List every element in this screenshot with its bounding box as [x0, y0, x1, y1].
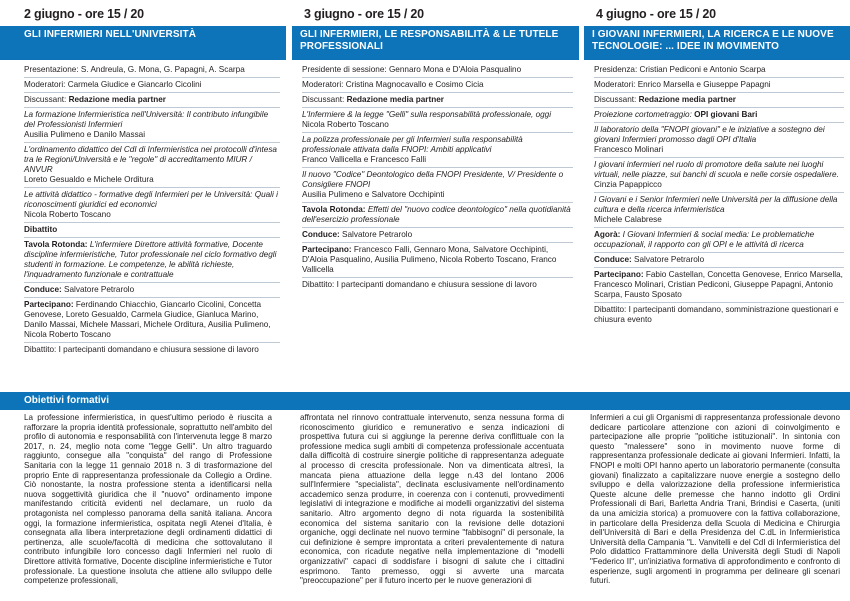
row-text: Dibattito: I partecipanti domandano e chiusura sessione di lavoro [24, 345, 259, 354]
row-label: Moderatori: [302, 80, 346, 89]
program-row [594, 94, 844, 108]
talk-speakers: Nicola Roberto Toscano [302, 120, 389, 129]
row-text: S. Andreula, G. Mona, G. Papagni, A. Scarpa [80, 65, 245, 74]
day-column-1 [0, 0, 286, 358]
row-label: Partecipano: [24, 300, 76, 309]
talk-title: L'ordinamento didattico del CdI di Infermieristica nei protocolli d'intesa tra le Regioni/Università e le "regole" di accreditamento MIUR / ANVUR [24, 145, 277, 174]
row-label: Tavola Rotonda: [24, 240, 90, 249]
program-row [24, 239, 280, 283]
row-label: Partecipano: [302, 245, 354, 254]
row-text: Redazione media partner [346, 95, 444, 104]
row-label: Dibattito [24, 225, 58, 234]
program-row [24, 94, 280, 108]
objectives-band [0, 392, 850, 410]
row-label: Conduce: [594, 255, 635, 264]
program-row [302, 134, 573, 168]
program-row [594, 304, 844, 327]
objectives-paragraph-2: affrontata nel rinnovo contrattuale intervenuto, senza nessuna forma di riconoscimento giuridico e remunerativo e senza indicazioni di prospettiva futura cui si aggiunge la perenne deriva conflittuale con la professione medica sugli ambiti di competenza professionale accentuata dalla difficoltà di costruire sinergie politiche di rappresentanza adeguate al processo di crescita professionale. Non va dimenticata altresì, la mancata piena attuazione della legge n.43 del lontano 2006 sull'Infermiere "specialista", declinata esclusivamente nell'ordinamento accademico senza produrre, in coerenza con i contenuti, provvedimenti legislativi di integrazione e modifiche ai modelli organizzativi del sistema sanitario. Altro argomento degno di nota riguarda la sostenibilità economica del sistema sanitario con la revisione delle dotazioni organiche, oggi declinate nel nuovo termine "fabbisogni" di personale, la cui definizione è sempre improntata a criteri prevalentemente di natura economica, con ricadute negative nella implementazione di "modelli organizzativi" capaci di soddisfare i bisogni di salute che i cittadini esprimono. Tanto premesso, oggi si avverte una marcata "preoccupazione" per il futuro incerto per le nuove generazioni di [300, 413, 564, 586]
talk-speakers: Francesco Molinari [594, 145, 664, 154]
talk-speakers: Cinzia Papappicco [594, 180, 662, 189]
row-label: Tavola Rotonda: [302, 205, 368, 214]
talk-title: Proiezione cortometraggio: [594, 110, 695, 119]
row-text: Gennaro Mona e D'Aloia Pasqualino [388, 65, 522, 74]
day-heading: 4 giugno - ore 15 / 20 [596, 7, 716, 21]
program-row [24, 284, 280, 298]
row-text: Francesco Falli, Gennaro Mona, Salvatore Occhipinti, D'Aloia Pasqualino, Ausilia Pulimeno, Nicola Roberto Toscano, Franco Vallicella [302, 245, 557, 274]
row-text: Redazione media partner [68, 95, 166, 104]
objectives-paragraph-1: La professione infermieristica, in quest'ultimo periodo è riuscita a rafforzare la propria identità professionale, soprattutto nell'ambito del profilo di autonomia e responsabilità con l'intervenuta legge 8 marzo 2017, n. 24, meglio nota come "legge Gelli". Un altro traguardo raggiunto, consegue alla "conquista" del rango di Professione Sanitaria con la legge 11 gennaio 2018 n. 3 di trasformazione del proprio Ente di rappresentanza professionale da Collegio a Ordine. Ciò nonostante, la nostra professione stenta a identificarsi nella nuova soggettività giuridica che il "nuovo" ordinamento impone manifestando criticità evidenti nel declamare, un ruolo da protagonista nel complesso panorama della sanità italiana. Ancora oggi, la formazione infermieristica, ospitata negli Atenei d'Italia, è consegnata alla libera interpretazione degli ordinamenti didattici di pertinenza, alle scuole/facoltà di medicina che sottovalutano il contributo infungibile loro concesso dagli Infermieri nel ruolo di Direttore attività formative, Docente discipline infermieristiche e Tutor professionale. La questione insoluta che attiene allo sviluppo delle competenze professionali, [24, 413, 272, 586]
row-text: Ferdinando Chiacchio, Giancarlo Cicolini, Concetta Genovese, Loreto Gesualdo, Carmela Giudice, Gianluca Marino, Danilo Massai, Michele Massari, Michele Orditura, Ausilia Pulimeno, Nicola Roberto Toscano [24, 300, 271, 339]
talk-speakers: Loreto Gesualdo e Michele Orditura [24, 175, 154, 184]
program-row [302, 64, 573, 78]
day-column-2 [292, 0, 579, 293]
row-text: Dibattito: I partecipanti domandano, somministrazione questionari e chiusura evento [594, 305, 839, 324]
talk-speakers: Franco Vallicella e Francesco Falli [302, 155, 427, 164]
program-row [302, 204, 573, 228]
day-heading: 2 giugno - ore 15 / 20 [24, 7, 144, 21]
program-row [24, 144, 280, 188]
program-list [584, 60, 850, 327]
row-label: Discussant: [594, 95, 639, 104]
program-row [24, 299, 280, 343]
program-row [302, 244, 573, 278]
talk-title: Il nuovo "Codice" Deontologico della FNOPI Presidente, V/ Presidente o Consigliere FNOPI [302, 170, 564, 189]
session-title: GLI INFERMIERI, LE RESPONSABILITÀ & LE TUTELE PROFESSIONALI [292, 26, 579, 60]
program-row [594, 109, 844, 123]
program-row [302, 169, 573, 203]
talk-speakers: OPI giovani Bari [694, 110, 758, 119]
program-row [302, 279, 573, 292]
program-row [594, 79, 844, 93]
row-text: Salvatore Petrarolo [634, 255, 705, 264]
day-column-3 [584, 0, 850, 328]
row-label: Discussant: [24, 95, 69, 104]
row-label: Agorà: [594, 230, 623, 239]
program-row [594, 229, 844, 253]
program-row [24, 344, 280, 357]
program-row [24, 64, 280, 78]
row-label: Conduce: [302, 230, 343, 239]
talk-title: Il laboratorio della "FNOPI giovani" e le iniziative a sostegno dei giovani Infermieri promosso dagli OPI d'Italia [594, 125, 825, 144]
talk-title: I Giovani e i Senior Infermieri nelle Università per la diffusione della cultura e della ricerca infermieristica [594, 195, 838, 214]
talk-speakers: Ausilia Pulimeno e Danilo Massai [24, 130, 146, 139]
program-row [594, 269, 844, 303]
program-row [594, 64, 844, 78]
talk-title: La polizza professionale per gli Infermieri sulla responsabilità professionale attivata dalla FNOPI: Ambiti applicativi [302, 135, 523, 154]
row-text: L'infermiere Direttore attività formative, Docente discipline infermieristiche, Tutor professionale nel ciclo formativo degli studenti in formazione. Le competenze, le abilità richieste, l'inquadramento funzionale e contrattuale [24, 240, 277, 279]
talk-speakers: Nicola Roberto Toscano [24, 210, 111, 219]
day-heading: 3 giugno - ore 15 / 20 [304, 7, 424, 21]
talk-speakers: Ausilia Pulimeno e Salvatore Occhipinti [302, 190, 445, 199]
program-list [292, 60, 579, 292]
program-row [594, 254, 844, 268]
program-list [0, 60, 286, 357]
session-title: I GIOVANI INFERMIERI, LA RICERCA E LE NUOVE TECNOLOGIE: ... IDEE IN MOVIMENTO [584, 26, 850, 60]
program-row [302, 229, 573, 243]
talk-speakers: Michele Calabrese [594, 215, 662, 224]
row-label: Presentazione: [24, 65, 81, 74]
talk-title: La formazione Infermieristica nell'Università: Il contributo infungibile del Professionisti Infermieri [24, 110, 269, 129]
row-text: Redazione media partner [638, 95, 736, 104]
program-row [24, 224, 280, 238]
row-text: Salvatore Petrarolo [342, 230, 413, 239]
row-label: Moderatori: [24, 80, 68, 89]
talk-title: L'Infermiere & la legge "Gelli" sulla responsabilità professionale, oggi [302, 110, 552, 119]
row-text: Dibattito: I partecipanti domandano e chiusura sessione di lavoro [302, 280, 537, 289]
session-title: GLI INFERMIERI NELL'UNIVERSITÀ [0, 26, 286, 60]
row-text: Cristian Pediconi e Antonio Scarpa [639, 65, 766, 74]
program-row [594, 124, 844, 158]
row-label: Moderatori: [594, 80, 638, 89]
program-row [594, 194, 844, 228]
talk-title: Le attività didattico - formative degli Infermieri per le Università: Quali i riconoscimenti giuridici ed economici [24, 190, 278, 209]
row-label: Presidente di sessione: [302, 65, 389, 74]
program-row [24, 79, 280, 93]
row-text: I Giovani Infermieri & social media: Le problematiche occupazionali, il rapporto con gli OPI e le attività di ricerca [594, 230, 815, 249]
row-text: Carmela Giudice e Giancarlo Cicolini [67, 80, 202, 89]
program-row [24, 189, 280, 223]
row-text: Fabio Castellan, Concetta Genovese, Enrico Marsella, Francesco Molinari, Cristian Pediconi, Giuseppe Papagni, Antonio Scarpa, Fausto Sposato [594, 270, 843, 299]
program-row [302, 79, 573, 93]
row-label: Partecipano: [594, 270, 646, 279]
talk-title: I giovani infermieri nel ruolo di promotore della salute nei luoghi virtuali, nelle piazze, sui banchi di scuola e nelle corsie ospedaliere. [594, 160, 839, 179]
row-text: Salvatore Petrarolo [64, 285, 135, 294]
row-label: Conduce: [24, 285, 65, 294]
row-label: Discussant: [302, 95, 347, 104]
objectives-paragraph-3: Infermieri a cui gli Organismi di rappresentanza professionale devono dedicare particolare attenzione con azioni di coinvolgimento e partecipazione alle proprie "politiche istituzionali". In sintonia con questo "malessere" sono in movimento nuove forme di rappresentanza professionale dedicate ai giovani Infermieri. Infatti, la FNOPI e molti OPI hanno aperto un laboratorio permanente (consulta giovani) finalizzato a capitalizzare nuove energie a sostegno dello sviluppo e della valorizzazione della professione infermieristica Queste alcune delle premesse che hanno indotto gli Ordini Professionali di Bari, Barletta Andria Trani, Brindisi e Caserta, (uniti da una amicizia storica) a promuovere con la fattiva collaborazione, in particolare della Presidenza della Scuola di Medicina e Chirurgia dell'Università di Bari e della Presidenza del C.dL in Infermieristica Università della Campania "L. Vanvitelli e del CdI di Infermieristica del Polo didattico Frattamminore della Università degli Studi di Napoli "Federico II", un'iniziativa formativa di approfondimento e confronto di esperienze, sugli argomenti in programma per delineare gli scenari futuri. [590, 413, 840, 586]
program-row [24, 109, 280, 143]
objectives-title: Obiettivi formativi [24, 395, 110, 406]
row-text: Cristina Magnocavallo e Cosimo Cicia [345, 80, 484, 89]
row-text: Enrico Marsella e Giuseppe Papagni [637, 80, 771, 89]
program-row [302, 94, 573, 108]
row-label: Presidenza: [594, 65, 640, 74]
program-row [302, 109, 573, 133]
row-text: Effetti del "nuovo codice deontologico" nella quotidianità dell'esercizio professionale [302, 205, 571, 224]
program-row [594, 159, 844, 193]
